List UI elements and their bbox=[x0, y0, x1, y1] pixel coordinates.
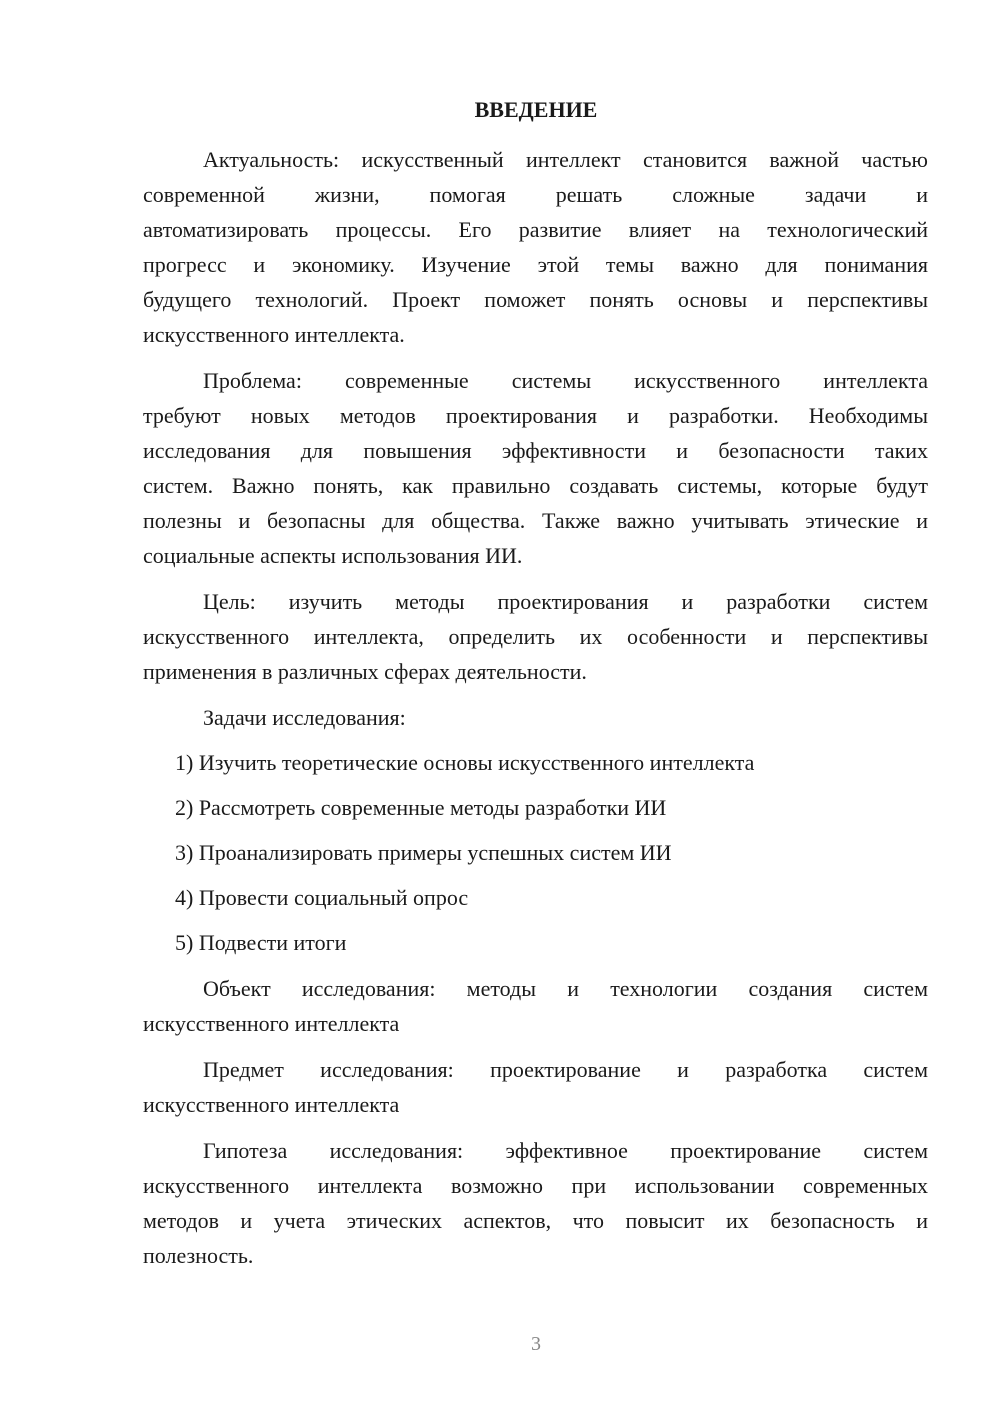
text-line: требуют новых методов проектирования и разработки. Необходимы bbox=[143, 403, 928, 428]
text-line: полезность. bbox=[143, 1243, 254, 1268]
task-list-item: 2) Рассмотреть современные методы разработки ИИ bbox=[175, 795, 667, 820]
text-line: Актуальность: искусственный интеллект становится важной частью bbox=[203, 147, 928, 172]
paragraph bbox=[143, 584, 928, 689]
paragraph bbox=[143, 1133, 928, 1273]
text-line: полезны и безопасны для общества. Также важно учитывать этические и bbox=[143, 508, 928, 533]
text-line: искусственного интеллекта bbox=[143, 1011, 400, 1036]
text-line: исследования для повышения эффективности и безопасности таких bbox=[143, 438, 928, 463]
text-line: современной жизни, помогая решать сложные задачи и bbox=[143, 182, 928, 207]
paragraph bbox=[143, 142, 928, 352]
task-list-item: 4) Провести социальный опрос bbox=[175, 885, 469, 910]
text-line: искусственного интеллекта bbox=[143, 1092, 400, 1117]
text-line: Цель: изучить методы проектирования и разработки систем bbox=[203, 589, 928, 614]
text-line: искусственного интеллекта. bbox=[143, 322, 405, 347]
text-line: Предмет исследования: проектирование и разработка систем bbox=[203, 1057, 928, 1082]
text-line: применения в различных сферах деятельности. bbox=[143, 659, 587, 684]
text-line: Проблема: современные системы искусственного интеллекта bbox=[203, 368, 928, 393]
task-list-item: 1) Изучить теоретические основы искусственного интеллекта bbox=[175, 750, 755, 775]
text-line: будущего технологий. Проект поможет понять основы и перспективы bbox=[143, 287, 928, 312]
text-line: систем. Важно понять, как правильно создавать системы, которые будут bbox=[143, 473, 928, 498]
text-line: искусственного интеллекта возможно при использовании современных bbox=[143, 1173, 928, 1198]
paragraph bbox=[143, 700, 928, 735]
text-line: Задачи исследования: bbox=[203, 705, 406, 730]
page-title: ВВЕДЕНИЕ bbox=[474, 97, 598, 122]
paragraph bbox=[143, 1052, 928, 1122]
text-line: автоматизировать процессы. Его развитие влияет на технологический bbox=[143, 217, 928, 242]
text-line: Гипотеза исследования: эффективное проектирование систем bbox=[203, 1138, 928, 1163]
task-list-item: 3) Проанализировать примеры успешных систем ИИ bbox=[175, 840, 672, 865]
paragraph bbox=[143, 971, 928, 1041]
paragraph bbox=[143, 363, 928, 573]
text-line: методов и учета этических аспектов, что повысит их безопасность и bbox=[143, 1208, 928, 1233]
page-number: 3 bbox=[531, 1333, 541, 1355]
task-list-item: 5) Подвести итоги bbox=[175, 930, 347, 955]
text-line: искусственного интеллекта, определить их особенности и перспективы bbox=[143, 624, 928, 649]
text-line: прогресс и экономику. Изучение этой темы важно для понимания bbox=[143, 252, 928, 277]
text-line: Объект исследования: методы и технологии создания систем bbox=[203, 976, 928, 1001]
text-line: социальные аспекты использования ИИ. bbox=[143, 543, 523, 568]
document-body bbox=[143, 142, 928, 1273]
